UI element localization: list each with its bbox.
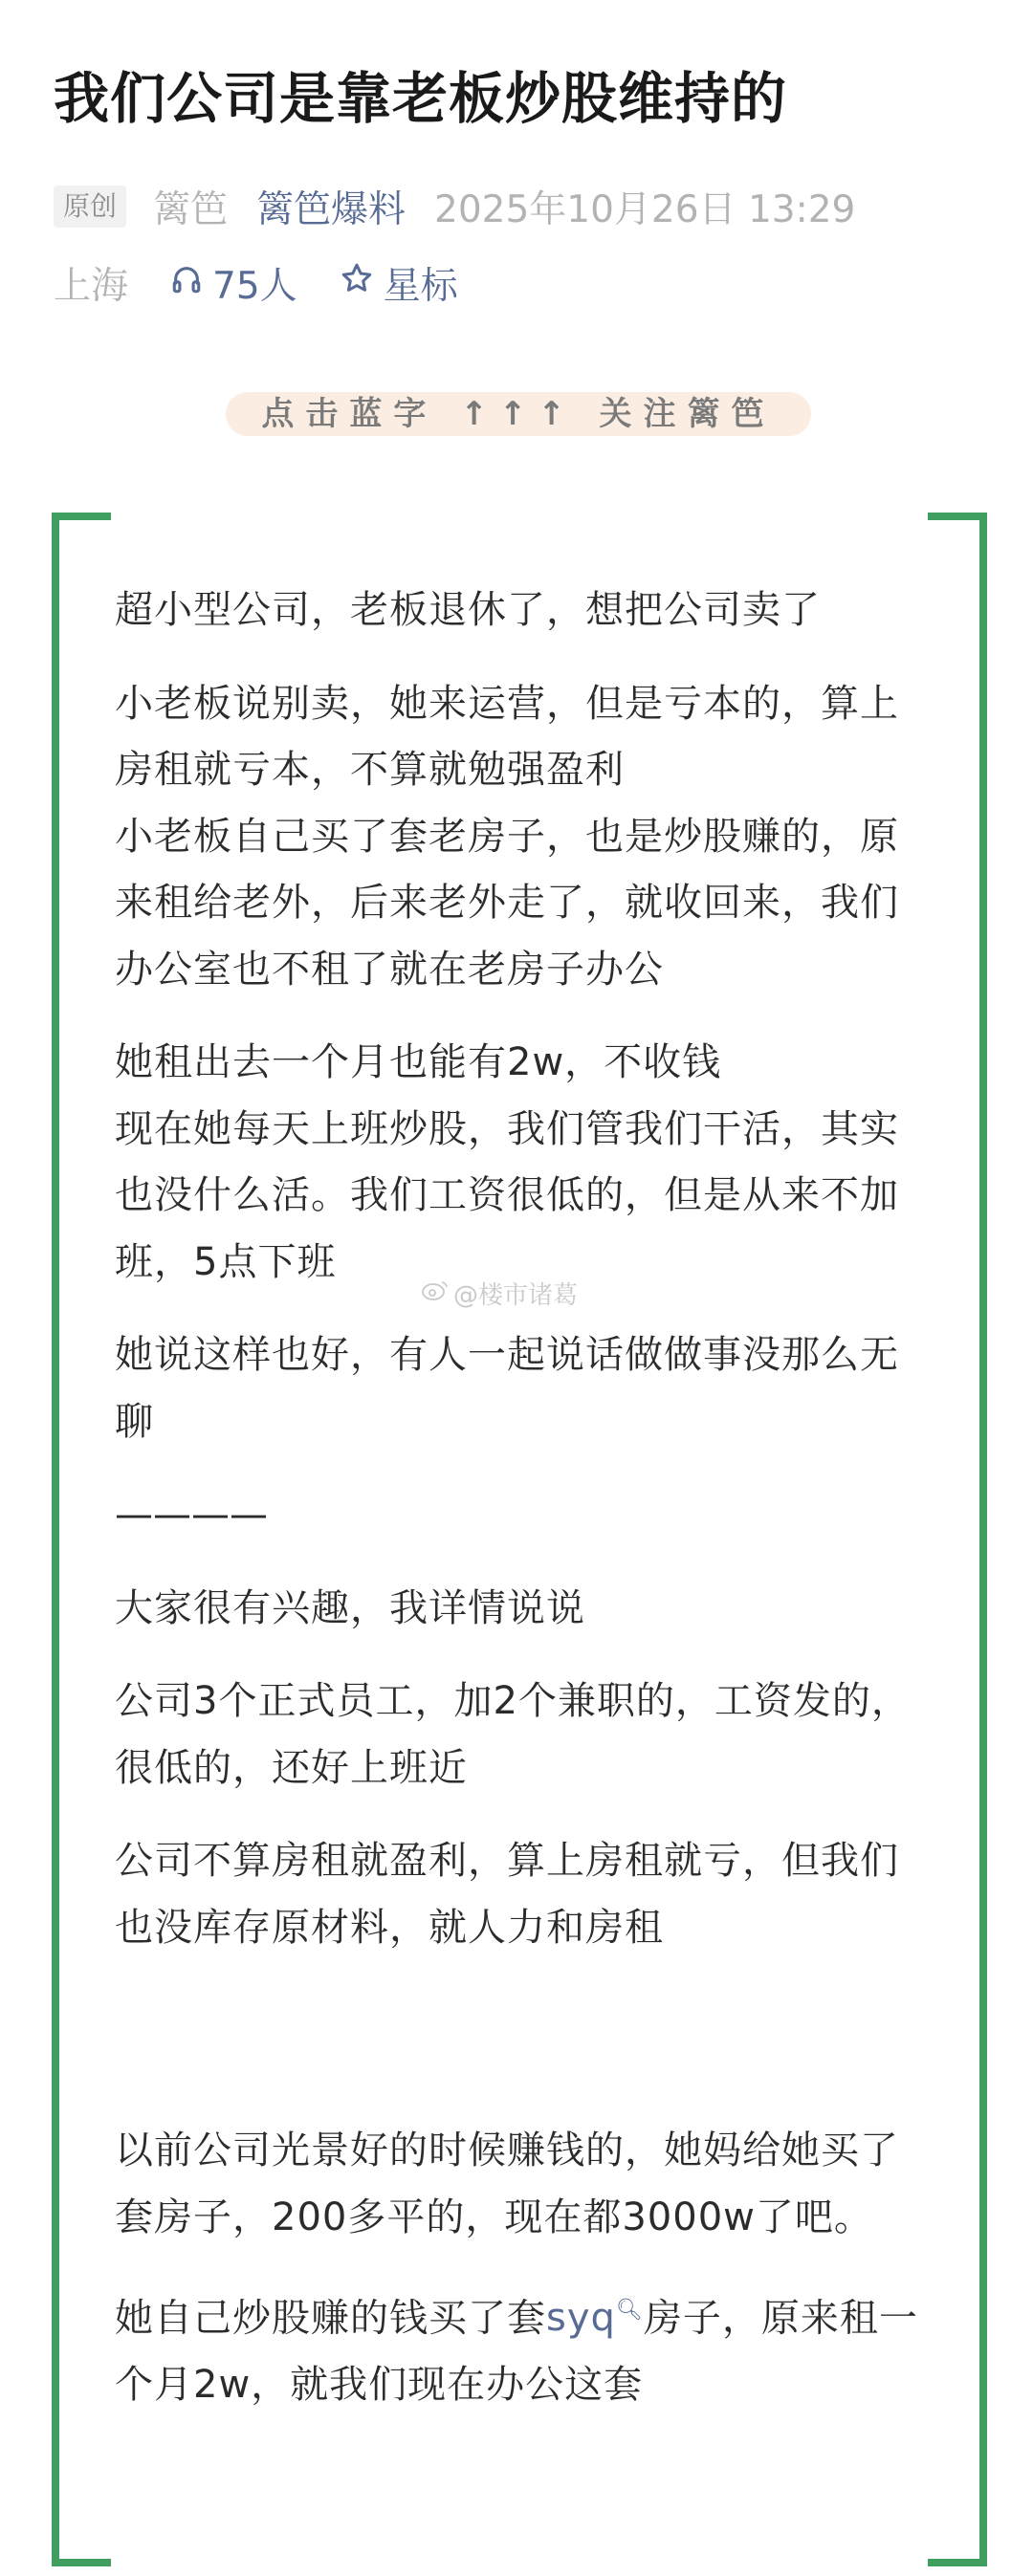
listen-count: 75人 [212, 265, 297, 308]
listen-button[interactable] [170, 256, 297, 310]
paragraph: 她说这样也好，有人一起说话做做事没那么无聊 [115, 1333, 899, 1444]
frame-corner-bottom-right [928, 2559, 987, 2566]
meta-row-author [54, 178, 855, 235]
paragraph: 大家很有兴趣，我详情说说 [115, 1585, 585, 1630]
frame-corner-bottom-left [52, 2559, 111, 2566]
frame-left-bar [52, 513, 59, 2566]
paragraph: 以前公司光景好的时候赚钱的，她妈给她买了套房子，200多平的，现在都3000w了吧。 [115, 2128, 899, 2239]
paragraph: 超小型公司，老板退休了，想把公司卖了 [115, 588, 821, 632]
star-button[interactable] [340, 256, 458, 310]
paragraph [115, 2278, 934, 2418]
location-text: 上海 [54, 265, 129, 308]
author-name: 篱笆 [153, 188, 229, 231]
paragraph-text: 她自己炒股赚的钱买了套 [115, 2296, 546, 2341]
watermark-text: @楼市诸葛 [453, 1281, 579, 1310]
headphones-icon [170, 262, 203, 305]
star-label: 星标 [383, 265, 458, 308]
frame-corner-top-left [52, 513, 111, 520]
weibo-icon [421, 1278, 450, 1308]
article-title: 我们公司是靠老板炒股维持的 [54, 66, 788, 131]
search-icon: 🔍︎ [615, 2299, 644, 2323]
frame-right-bar [979, 513, 987, 2566]
search-link-text: syq [546, 2296, 616, 2341]
meta-row-stats [54, 254, 458, 312]
search-link[interactable] [546, 2296, 644, 2340]
paragraph: 公司3个正式员工，加2个兼职的，工资发的，很低的，还好上班近 [115, 1679, 911, 1790]
account-link[interactable]: 篱笆爆料 [256, 188, 407, 231]
article-body [115, 578, 934, 2418]
paragraph: 小老板自己买了套老房子，也是炒股赚的，原来租给老外，后来老外走了，就收回来，我们办公室也不租了就在老房子办公 [115, 814, 899, 992]
follow-banner-text: 点击蓝字 ↑↑↑ 关注篱笆 [261, 395, 776, 433]
paragraph-text: 房子，原来租一个月2w，就我们现在办公这套 [115, 2296, 918, 2407]
follow-banner[interactable] [226, 392, 811, 436]
paragraph: 她租出去一个月也能有2w，不收钱 [115, 1040, 722, 1084]
paragraph: 公司不算房租就盈利，算上房租就亏，但我们也没库存原材料，就人力和房租 [115, 1839, 899, 1950]
watermark [421, 1276, 578, 1311]
paragraph: 小老板说别卖，她来运营，但是亏本的，算上房租就亏本，不算就勉强盈利 [115, 681, 899, 792]
frame-corner-top-right [928, 513, 987, 520]
original-badge: 原创 [54, 186, 126, 228]
paragraph: 现在她每天上班炒股，我们管我们干活，其实也没什么活。我们工资很低的，但是从来不加班，5点下班 [115, 1106, 899, 1284]
publish-datetime: 2025年10月26日 13:29 [434, 188, 856, 231]
section-divider: ———— [115, 1493, 268, 1537]
star-icon [340, 261, 374, 305]
